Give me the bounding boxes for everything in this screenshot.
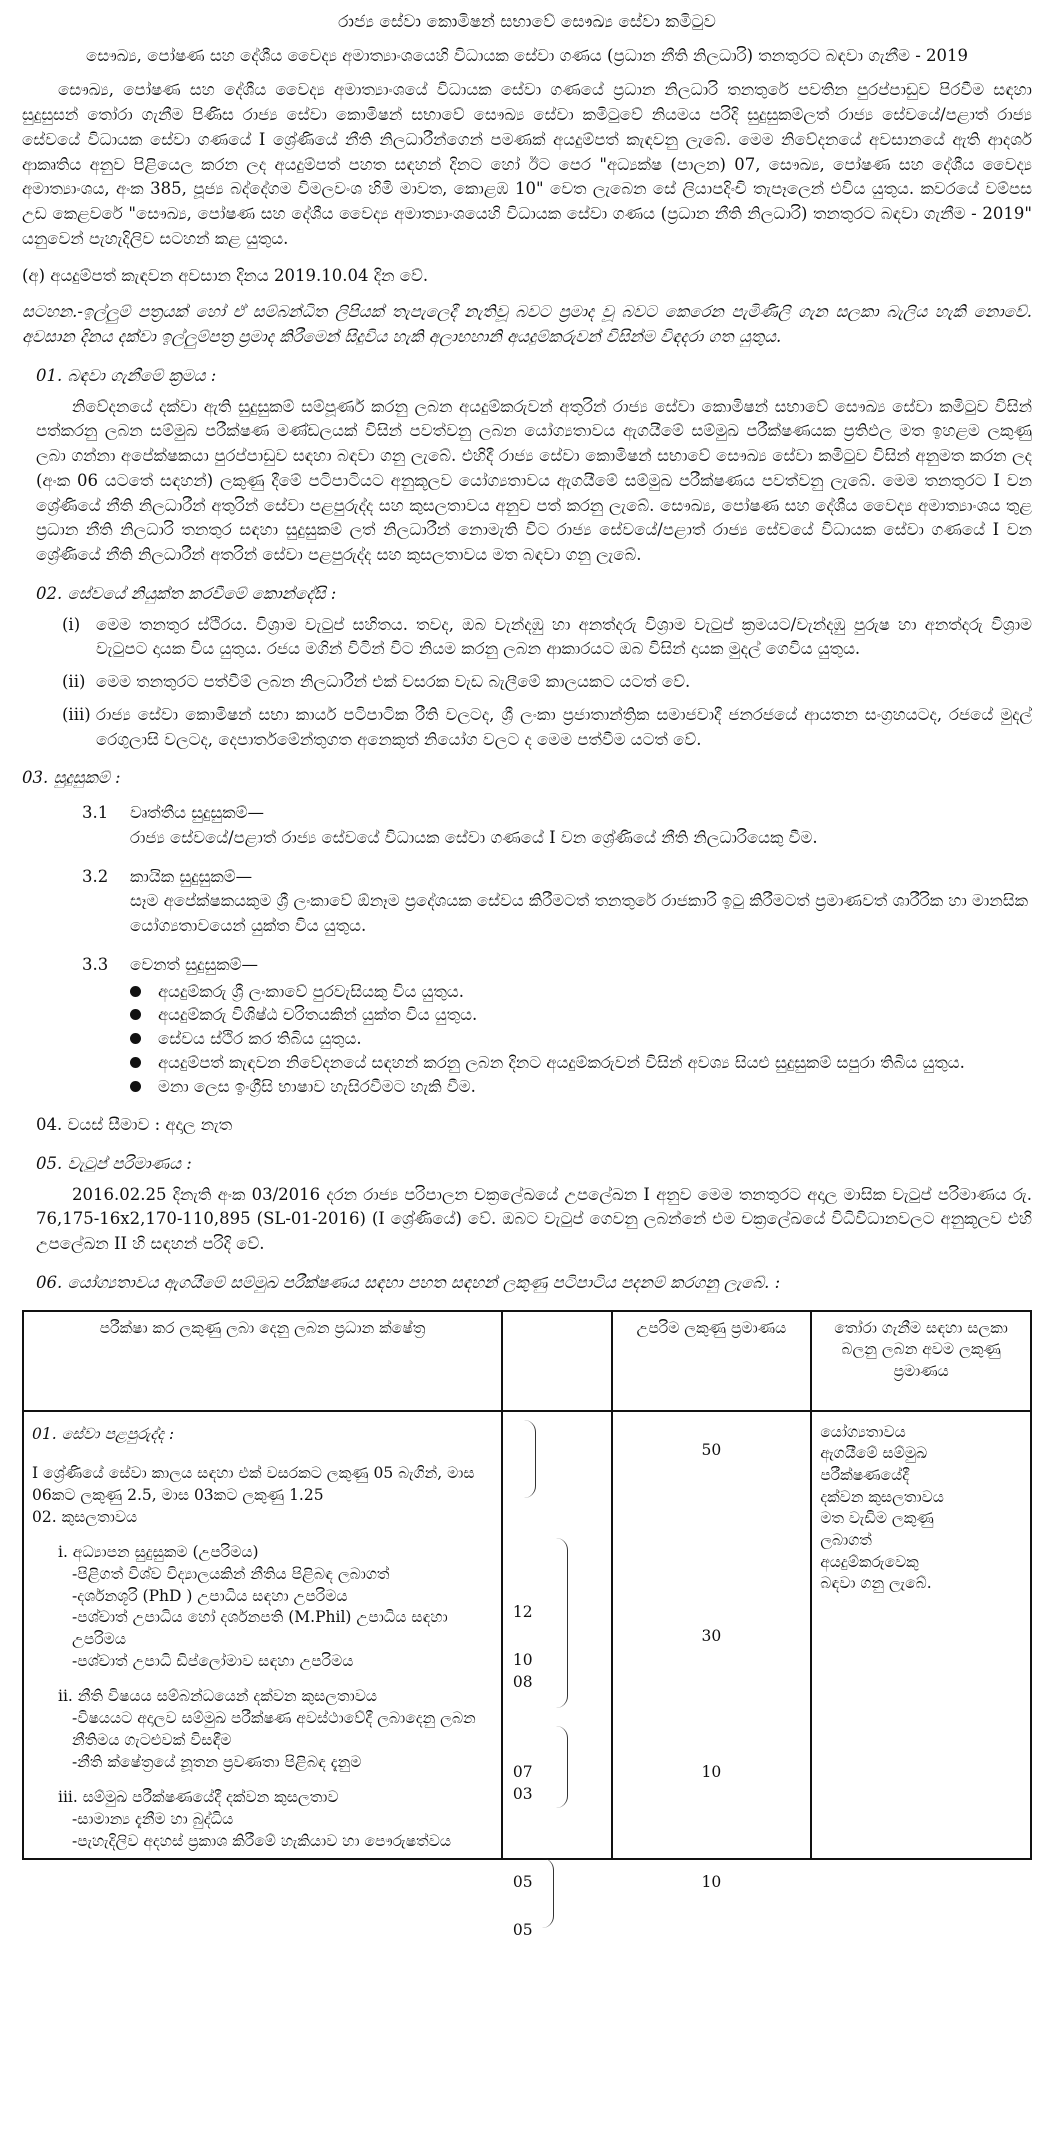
header-areas: පරීක්ෂා කර ලකුණු ලබා දෙනු ලබන ප්‍රධාන ක්ෂේත්‍ර <box>23 1311 502 1411</box>
max-education: 30 <box>701 1626 722 1645</box>
max-interview: 10 <box>701 1872 722 1891</box>
condition-number: (ii) <box>62 672 86 691</box>
intro-paragraph: සෞඛ්‍ය, පෝෂණ සහ දේශීය වෛද්‍ය අමාත්‍යාංශයේ විධායක සේවා ගණයේ ප්‍රධාන නිලධාරි තනතුරේ පවතින පුරප්පාඩුව පිරවීම සඳහා සුදුසුසන් තෝරා ගැනීම පිණිස රාජ්‍ය සේවා කොමිෂන් සභාවේ සෞඛ්‍ය සේවා කමිටුවේ නියමය පරිදි සුදුසුකම්ලත් රාජ්‍ය සේවයේ/පළාත් රාජ්‍ය සේවයේ විධායක සේවා ගණයේ I ශ්‍රේණියේ නීති නිලධාරීන්ගෙන් පමණක් අයදුම්පත් කැඳවනු ලැබේ. මෙම නිවේදනයේ අවසානයේ ඇති ආදර්ශ ආකෘතිය අනුව පිළියෙල කරන ලද අයදුම්පත් පහත සඳහන් දිනට හෝ ඊට පෙර "අධ්‍යක්ෂ (පාලන) 07, සෞඛ්‍ය, පෝෂණ සහ දේශීය වෛද්‍ය අමාත්‍යාංශය, අංක 385, පූජ්‍ය බද්දේගම විමලවංශ හිමි මාවත, කොළඹ 10" වෙත ලැබෙන සේ ලියාපදිංචි තැපෑලෙන් එවිය යුතුය. කවරයේ වම්පස උඩ කෙළවරේ "සෞඛ්‍ය, පෝෂණ සහ දේශීය වෛද්‍ය අමාත්‍යාංශයෙහි විධායක සේවා ගණය (ප්‍රධාන නීති නිලධාරි) තනතුරට බඳවා ගැනීම - 2019" යනුවෙන් පැහැදිලිව සටහන් කළ යුතුය. <box>22 80 1032 248</box>
section-05-body: 2016.02.25 දිනැති අංක 03/2016 දරන රාජ්‍ය පරිපාලන චක්‍රලේඛයේ උපලේඛන I අනුව මෙම තනතුරට අදාල මාසික වැටුප් පරිමාණය රු. 76,175-16x2,170-110,895 (SL-01-2016) (I ශ්‍රේණියේ) වේ. ඔබට වැටුප් ගෙවනු ලබන්නේ එම චක්‍රලේඛයේ විධිවිධානවලට අනුකූලව එහි උපලේඛන II හි සඳහන් පරිදි වේ. <box>36 1184 1032 1254</box>
condition-item <box>62 613 1032 663</box>
sub-line: -විෂයයට අදාලව සම්මුඛ පරීක්ෂණ අවස්ථාවේදී ලබාදෙනු ලබන නීතිමය ගැටළුවක් විසඳීම <box>72 1709 476 1749</box>
header-sub-marks <box>502 1311 612 1411</box>
section-03-heading: 03. සුදුසුකම් : <box>22 768 121 788</box>
sub-line: -දර්ශනශූරි (PhD ) උපාධිය සඳහා උපරිමය <box>72 1586 348 1605</box>
sub-line: -පිළිගත් විශ්ව විද්‍යාලයකින් නීතිය පිළිබඳ ලබාගත් <box>72 1565 390 1584</box>
qualification-number: 3.2 <box>82 866 109 886</box>
notice-title: රාජ්‍ය සේවා කොමිෂන් සභාවේ සෞඛ්‍ය සේවා කමිටුව <box>338 12 716 32</box>
qualification-number: 3.1 <box>82 803 109 822</box>
mark-legal-trends: 03 <box>512 1784 533 1803</box>
qualification-description: සෑම අපේක්ෂකයකුම ශ්‍රී ලංකාවේ ඕනෑම ප්‍රදේශයක සේවය කිරීමටත් තනතුරේ රාජකාරි ඉටු කිරීමටත් ප්‍රමාණවත් ශාරීරික හා මානසික යෝග්‍යතාවයෙන් යුක්ත විය යුතුය. <box>130 891 1028 935</box>
qualification-3-3 <box>82 953 1032 978</box>
criterion-legal-skill <box>58 1686 493 1773</box>
qualification-description: රාජ්‍ය සේවයේ/පළාත් රාජ්‍ය සේවයේ විධායක සේවා ගණයේ I වන ශ්‍රේණියේ නීති නිලධාරියෙකු වීම. <box>130 827 818 847</box>
brace-interview <box>541 1858 554 1928</box>
notice-page <box>22 10 1032 1939</box>
marking-scheme-table <box>22 1310 1032 1939</box>
note-paragraph: සටහන.-ඉල්ලුම් පත්‍රයක් හෝ ඒ සම්බන්ධිත ලිපියක් තැපැලෙදී නැතිවූ බවට ප්‍රමාද වූ බවට කෙරෙන පැමිණිලි ගැන සලකා බැලිය හැකි නොවේ. අවසාන දිනය දක්වා ඉල්ලුම්පත්‍ර ප්‍රමාද කිරීමෙන් සිදුවිය හැකි අලාභහානි අයදුම්කරුවන් විසින්ම විඳදරා ගත යුතුය. <box>22 302 1032 346</box>
condition-text: මෙම තනතුරට පත්වීම් ලබන නිලධාරීන් එක් වසරක වැඩ බැලීමේ කාලයකට යටත් වේ. <box>96 672 691 691</box>
table-body-row <box>23 1411 1031 1860</box>
sub-line: -පශ්චාත් උපාධි ඩිප්ලෝමාව සඳහා උපරිමය <box>72 1651 354 1670</box>
condition-number: (iii) <box>62 704 91 724</box>
list-item: මනා ලෙස ඉංග්‍රීසි භාෂාව හැසිරවීමට හැකි වීම. <box>130 1075 1032 1099</box>
min-marks-text: යෝග්‍යතාවය ඇගයීමේ සම්මුඛ පරීක්ෂණයේදී දක්වන කුසලතාවය මත වැඩිම ලකුණු ලබාගත් අයදුම්කරුවෙකු බඳවා ගනු ලැබේ. <box>820 1422 944 1593</box>
brace-service <box>523 1420 536 1498</box>
sub-line: -පශ්චාත් උපාධිය හෝ දර්ශනපති (M.Phil) උපාධිය සඳහා උපරිමය <box>72 1608 448 1649</box>
list-item: අයදුම්කරු ශ්‍රී ලංකාවේ පුරවැසියකු විය යුතුය. <box>130 980 1032 1004</box>
section-04-heading: 04. වයස් සීමාව : අදාල නැත <box>36 1115 233 1135</box>
sub-line: -සාමාන්‍ය දැනීම හා බුද්ධිය <box>72 1809 234 1828</box>
qualification-3-2 <box>82 865 1032 890</box>
list-item: අයදුම්පත් කැඳවන නිවේදනයේ සඳහන් කරනු ලබන දිනට අයදුම්කරුවන් විසින් අවශ්‍ය සියළු සුදුසුකම් සපුරා තිබිය යුතුය. <box>130 1051 1032 1075</box>
notice-subtitle: සෞඛ්‍ය, පෝෂණ සහ දේශීය වෛද්‍ය අමාත්‍යාංශයෙහි විධායක සේවා ගණය (ප්‍රධාන නීති නිලධාරි) තනතුරට බඳවා ගැනීම - 2019 <box>85 45 969 65</box>
sub-heading: iii. සම්මුඛ පරීක්ෂණයේදී දක්වන කුසලතාව <box>58 1788 339 1807</box>
condition-item <box>62 703 1032 753</box>
header-max-marks: උපරිම ලකුණු ප්‍රමාණය <box>612 1311 812 1411</box>
list-item: සේවය ස්ථිර කර තිබිය යුතුය. <box>130 1027 1032 1051</box>
max-marks-cell <box>612 1411 812 1891</box>
sub-heading: i. අධ්‍යාපන සුදුසුකම (උපරිමය) <box>58 1543 259 1562</box>
criterion-education <box>58 1542 493 1672</box>
min-marks-cell <box>811 1411 1031 1860</box>
section-05-heading: 05. වැටුප් පරිමාණය : <box>36 1153 192 1173</box>
qualification-number: 3.3 <box>82 954 109 974</box>
mark-expression: 05 <box>512 1920 533 1939</box>
criterion-merit-title: 02. කුසලතාවය <box>32 1507 138 1526</box>
sub-marks-cell <box>502 1411 612 1939</box>
mark-diploma: 08 <box>512 1672 533 1691</box>
section-02-heading: 02. සේවයේ නියුක්ත කරවීමේ කොන්දේසි : <box>36 583 337 603</box>
brace-legal <box>555 1726 568 1808</box>
condition-number: (i) <box>62 614 81 634</box>
mark-mphil: 10 <box>512 1650 533 1669</box>
max-service: 50 <box>701 1440 722 1459</box>
section-01-heading: 01. බඳවා ගැනීමේ ක්‍රමය : <box>36 365 217 385</box>
table-header-row <box>23 1311 1031 1411</box>
condition-text: රාජ්‍ය සේවා කොමිෂන් සභා කාර්ය පටිපාටික රීති වලටද, ශ්‍රී ලංකා ප්‍රජාතාන්ත්‍රික සමාජවාදී ජනරජයේ ආයතන සංග්‍රහයටද, රජයේ මුදල් රෙගුලාසි වලටද, දෙපාර්තමේන්තුගත අනෙකුත් නියෝග වලට ද මෙම පත්වීම යටත් වේ. <box>96 704 1032 749</box>
qualification-title: වෘත්තීය සුදුසුකම්— <box>130 803 265 822</box>
condition-item <box>62 670 1032 695</box>
areas-cell <box>23 1411 502 1860</box>
closing-date: (අ) අයදුම්පත් කැඳවන අවසාන දිනය 2019.10.04 දින වේ. <box>22 265 429 285</box>
section-06-heading: 06. යෝග්‍යතාවය ඇගයීමේ සම්මුඛ පරීක්ෂණය සඳහා පහත සඳහන් ලකුණු පටිපාටිය පදනම් කරගනු ලැබේ. : <box>36 1272 781 1292</box>
mark-legal-problem: 07 <box>512 1762 533 1781</box>
condition-text: මෙම තනතුර ස්ථිරය. විශ්‍රාම වැටුප් සහිතය. තවද, ඔබ වැන්දඹු හා අනත්දරු විශ්‍රාම වැටුප් ක්‍රමයට/වැන්දඹු පුරුෂ හා අනත්දරු විශ්‍රාම වැටුපට දායක විය යුතුය. රජය මගින් විටින් විට නියම කරනු ලබන ආකාරයට ඔබ විසින් දායක මුදල් ගෙවිය යුතුය. <box>96 614 1032 659</box>
qualification-3-1 <box>82 801 1032 826</box>
sub-heading: ii. නීති විෂයය සම්බන්ධයෙන් දක්වන කුසලතාවය <box>58 1687 378 1706</box>
header-min-marks: තෝරා ගැනීම සඳහා සලකා බලනු ලබන අවම ලකුණු ප්‍රමාණය <box>811 1311 1031 1411</box>
criterion-service-title: 01. සේවා පළපුරුද්ද : <box>32 1424 175 1443</box>
list-item: අයදුම්කරු විශිෂ්ඨ චරිතයකින් යුක්ත විය යුතුය. <box>130 1003 1032 1027</box>
mark-general-knowledge: 05 <box>512 1872 533 1891</box>
sub-line: -නීති ක්ෂේත්‍රයේ නූතන ප්‍රවණතා පිළිබඳ දැනුම <box>72 1752 362 1771</box>
qualifications <box>82 801 1032 978</box>
criterion-service-text: I ශ්‍රේණියේ සේවා කාලය සඳහා එක් වසරකට ලකුණු 05 බැගින්, මාස 06කට ලකුණු 2.5, මාස 03කට ලකුණු 1.25 <box>32 1464 475 1504</box>
other-qualifications-list <box>130 980 1032 1100</box>
mark-phd: 12 <box>512 1602 533 1621</box>
criterion-interview-skill <box>58 1787 493 1852</box>
sub-line: -පැහැදිලිව අදහස් ප්‍රකාශ කිරීමේ හැකියාව හා පෞරුෂත්වය <box>72 1831 451 1850</box>
section-01-body: නිවේදනයේ දක්වා ඇති සුදුසුකම් සම්පූර්ණ කරනු ලබන අයදුම්කරුවන් අතුරින් රාජ්‍ය සේවා කොමිෂන් සභාවේ සෞඛ්‍ය සේවා කමිටුව විසින් පත්කරනු ලබන සම්මුඛ පරීක්ෂණ මණ්ඩලයක් විසින් පවත්වනු ලබන යෝග්‍යතාවය ඇගයීමේ සම්මුඛ පරීක්ෂණයක ප්‍රතිඵල මත ඉහළම ලකුණු ලබා ගන්නා අපේක්ෂකයා පුරප්පාඩුව සඳහා බඳවා ගනු ලැබේ. එහිදී රාජ්‍ය සේවා කොමිෂන් සභාවේ සෞඛ්‍ය සේවා කමිටුව විසින් අනුමත කරන ලද (අංක 06 යටතේ සඳහන්) ලකුණු දීමේ පටිපාටියට අනුකූලව යෝග්‍යතාවය ඇගයීමේ සම්මුඛ පරීක්ෂණය පවත්වනු ලැබේ. මෙම තනතුරට I වන ශ්‍රේණියේ නීති නිලධාරීන් අතුරින් සේවා පළපුරුද්ද සහ කුසලතාවය අනුව පත් කරනු ලැබේ. සෞඛ්‍ය, පෝෂණ සහ දේශීය වෛද්‍ය අමාත්‍යාංශය තුළ ප්‍රධාන නීති නිලධාරි තනතුර සඳහා සුදුසුකම් ලත් නිලධාරීන් නොමැති විට රාජ්‍ය සේවයේ/පළාත් රාජ්‍ය සේවයේ විධායක සේවා ගණයේ I වන ශ්‍රේණියේ නීති නිලධාරීන් අතරින් සේවා පළපුරුද්ද සහ කුසලතාවය මත බඳවා ගනු ලැබේ. <box>36 396 1032 564</box>
max-legal: 10 <box>701 1762 722 1781</box>
brace-education <box>555 1538 568 1708</box>
qualification-title: කායික සුදුසුකම්— <box>130 866 253 886</box>
qualification-title: වෙනත් සුදුසුකම්— <box>130 954 258 974</box>
